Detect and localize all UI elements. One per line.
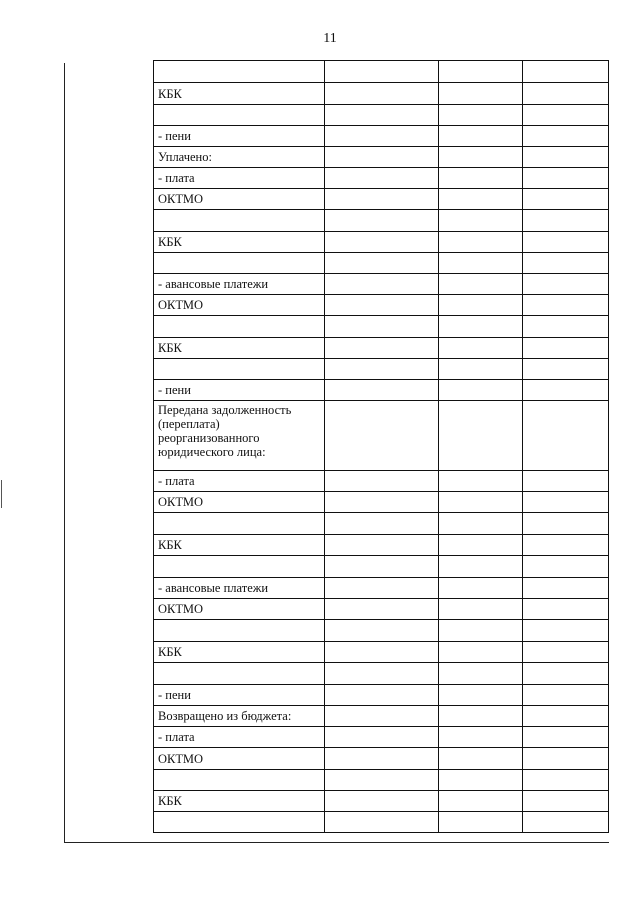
- value-cell: [523, 513, 609, 535]
- row-label-cell: - авансовые платежи: [154, 578, 325, 599]
- value-cell: [523, 359, 609, 380]
- value-cell: [439, 401, 523, 471]
- table-row: [154, 168, 609, 189]
- value-cell: [523, 274, 609, 295]
- report-table: [153, 60, 609, 833]
- value-cell: [325, 556, 439, 578]
- value-cell: [523, 642, 609, 663]
- value-cell: [325, 492, 439, 513]
- value-cell: [439, 210, 523, 232]
- value-cell: [523, 727, 609, 748]
- value-cell: [523, 492, 609, 513]
- value-cell: [439, 620, 523, 642]
- value-cell: [523, 253, 609, 274]
- value-cell: [439, 812, 523, 833]
- value-cell: [439, 578, 523, 599]
- table-row: [154, 380, 609, 401]
- value-cell: [439, 338, 523, 359]
- row-label-cell: Возвращено из бюджета:: [154, 706, 325, 727]
- value-cell: [523, 599, 609, 620]
- value-cell: [439, 189, 523, 210]
- row-label-cell: КБК: [154, 338, 325, 359]
- value-cell: [523, 126, 609, 147]
- table-row: [154, 599, 609, 620]
- value-cell: [325, 359, 439, 380]
- value-cell: [523, 471, 609, 492]
- table-row: [154, 232, 609, 253]
- value-cell: [523, 748, 609, 770]
- value-cell: [439, 748, 523, 770]
- table-row: [154, 492, 609, 513]
- row-label-cell: [154, 663, 325, 685]
- value-cell: [523, 338, 609, 359]
- value-cell: [325, 513, 439, 535]
- value-cell: [523, 556, 609, 578]
- value-cell: [439, 253, 523, 274]
- table-row: [154, 147, 609, 168]
- value-cell: [325, 61, 439, 83]
- table-row: [154, 513, 609, 535]
- left-margin-line: [64, 63, 65, 843]
- table-row: [154, 83, 609, 105]
- value-cell: [325, 168, 439, 189]
- table-row: [154, 338, 609, 359]
- row-label-cell: - пени: [154, 380, 325, 401]
- table-row: [154, 126, 609, 147]
- value-cell: [439, 359, 523, 380]
- value-cell: [439, 770, 523, 791]
- row-label-cell: ОКТМО: [154, 748, 325, 770]
- table-row: [154, 295, 609, 316]
- value-cell: [325, 770, 439, 791]
- table-row: [154, 105, 609, 126]
- value-cell: [523, 210, 609, 232]
- value-cell: [523, 295, 609, 316]
- value-cell: [439, 83, 523, 105]
- row-label-cell: [154, 316, 325, 338]
- table-row: [154, 274, 609, 295]
- table-row: [154, 770, 609, 791]
- table-row: [154, 727, 609, 748]
- table-row: [154, 556, 609, 578]
- value-cell: [325, 105, 439, 126]
- row-label-cell: КБК: [154, 791, 325, 812]
- value-cell: [523, 189, 609, 210]
- table-row: [154, 578, 609, 599]
- table-row: [154, 812, 609, 833]
- value-cell: [439, 599, 523, 620]
- value-cell: [523, 663, 609, 685]
- value-cell: [439, 295, 523, 316]
- table-row: [154, 535, 609, 556]
- value-cell: [439, 791, 523, 812]
- row-label-cell: ОКТМО: [154, 295, 325, 316]
- value-cell: [439, 380, 523, 401]
- row-label-cell: Передана задолженность (переплата) реорганизованного юридического лица:: [154, 401, 325, 471]
- value-cell: [523, 620, 609, 642]
- value-cell: [523, 61, 609, 83]
- value-cell: [523, 685, 609, 706]
- table-row: [154, 61, 609, 83]
- value-cell: [523, 147, 609, 168]
- row-label-cell: [154, 770, 325, 791]
- value-cell: [325, 812, 439, 833]
- value-cell: [439, 105, 523, 126]
- row-label-cell: КБК: [154, 535, 325, 556]
- value-cell: [523, 578, 609, 599]
- row-label-cell: КБК: [154, 232, 325, 253]
- value-cell: [325, 83, 439, 105]
- value-cell: [523, 105, 609, 126]
- value-cell: [325, 642, 439, 663]
- value-cell: [325, 748, 439, 770]
- row-label-cell: - плата: [154, 471, 325, 492]
- value-cell: [325, 706, 439, 727]
- scan-edge-mark: [1, 480, 2, 508]
- row-label-cell: [154, 513, 325, 535]
- row-label-cell: - плата: [154, 168, 325, 189]
- row-label-cell: ОКТМО: [154, 189, 325, 210]
- report-table-body: [154, 61, 609, 833]
- value-cell: [325, 471, 439, 492]
- value-cell: [439, 663, 523, 685]
- value-cell: [325, 338, 439, 359]
- row-label-cell: - авансовые платежи: [154, 274, 325, 295]
- value-cell: [439, 232, 523, 253]
- value-cell: [325, 232, 439, 253]
- table-row: [154, 316, 609, 338]
- page-number: 11: [323, 31, 337, 46]
- value-cell: [325, 599, 439, 620]
- value-cell: [325, 147, 439, 168]
- table-row: [154, 189, 609, 210]
- value-cell: [523, 812, 609, 833]
- value-cell: [439, 126, 523, 147]
- row-label-cell: КБК: [154, 83, 325, 105]
- value-cell: [439, 61, 523, 83]
- value-cell: [523, 706, 609, 727]
- value-cell: [439, 642, 523, 663]
- value-cell: [523, 380, 609, 401]
- row-label-cell: КБК: [154, 642, 325, 663]
- table-row: [154, 642, 609, 663]
- row-label-cell: [154, 556, 325, 578]
- value-cell: [439, 513, 523, 535]
- value-cell: [523, 535, 609, 556]
- value-cell: [523, 83, 609, 105]
- value-cell: [325, 663, 439, 685]
- value-cell: [325, 316, 439, 338]
- row-label-cell: [154, 359, 325, 380]
- value-cell: [325, 578, 439, 599]
- value-cell: [325, 253, 439, 274]
- value-cell: [439, 727, 523, 748]
- bottom-border-line: [64, 842, 609, 843]
- value-cell: [523, 316, 609, 338]
- table-row: [154, 401, 609, 471]
- value-cell: [325, 727, 439, 748]
- value-cell: [439, 471, 523, 492]
- value-cell: [439, 556, 523, 578]
- value-cell: [439, 168, 523, 189]
- table-row: [154, 359, 609, 380]
- value-cell: [523, 401, 609, 471]
- table-row: [154, 471, 609, 492]
- table-row: [154, 685, 609, 706]
- value-cell: [325, 189, 439, 210]
- value-cell: [439, 274, 523, 295]
- value-cell: [523, 791, 609, 812]
- table-row: [154, 663, 609, 685]
- table-row: [154, 706, 609, 727]
- table-row: [154, 253, 609, 274]
- value-cell: [325, 210, 439, 232]
- value-cell: [439, 535, 523, 556]
- row-label-cell: [154, 61, 325, 83]
- table-row: [154, 210, 609, 232]
- value-cell: [523, 770, 609, 791]
- value-cell: [325, 685, 439, 706]
- value-cell: [325, 620, 439, 642]
- row-label-cell: [154, 210, 325, 232]
- value-cell: [523, 232, 609, 253]
- row-label-cell: [154, 620, 325, 642]
- row-label-cell: - пени: [154, 126, 325, 147]
- value-cell: [439, 492, 523, 513]
- value-cell: [325, 126, 439, 147]
- table-row: [154, 748, 609, 770]
- row-label-cell: [154, 253, 325, 274]
- row-label-cell: - пени: [154, 685, 325, 706]
- row-label-cell: [154, 812, 325, 833]
- value-cell: [439, 706, 523, 727]
- row-label-cell: Уплачено:: [154, 147, 325, 168]
- table-row: [154, 791, 609, 812]
- table-row: [154, 620, 609, 642]
- value-cell: [439, 685, 523, 706]
- value-cell: [325, 380, 439, 401]
- value-cell: [523, 168, 609, 189]
- value-cell: [325, 401, 439, 471]
- value-cell: [439, 316, 523, 338]
- row-label-cell: ОКТМО: [154, 599, 325, 620]
- value-cell: [325, 535, 439, 556]
- row-label-cell: [154, 105, 325, 126]
- value-cell: [325, 791, 439, 812]
- value-cell: [439, 147, 523, 168]
- row-label-cell: ОКТМО: [154, 492, 325, 513]
- value-cell: [325, 295, 439, 316]
- row-label-cell: - плата: [154, 727, 325, 748]
- value-cell: [325, 274, 439, 295]
